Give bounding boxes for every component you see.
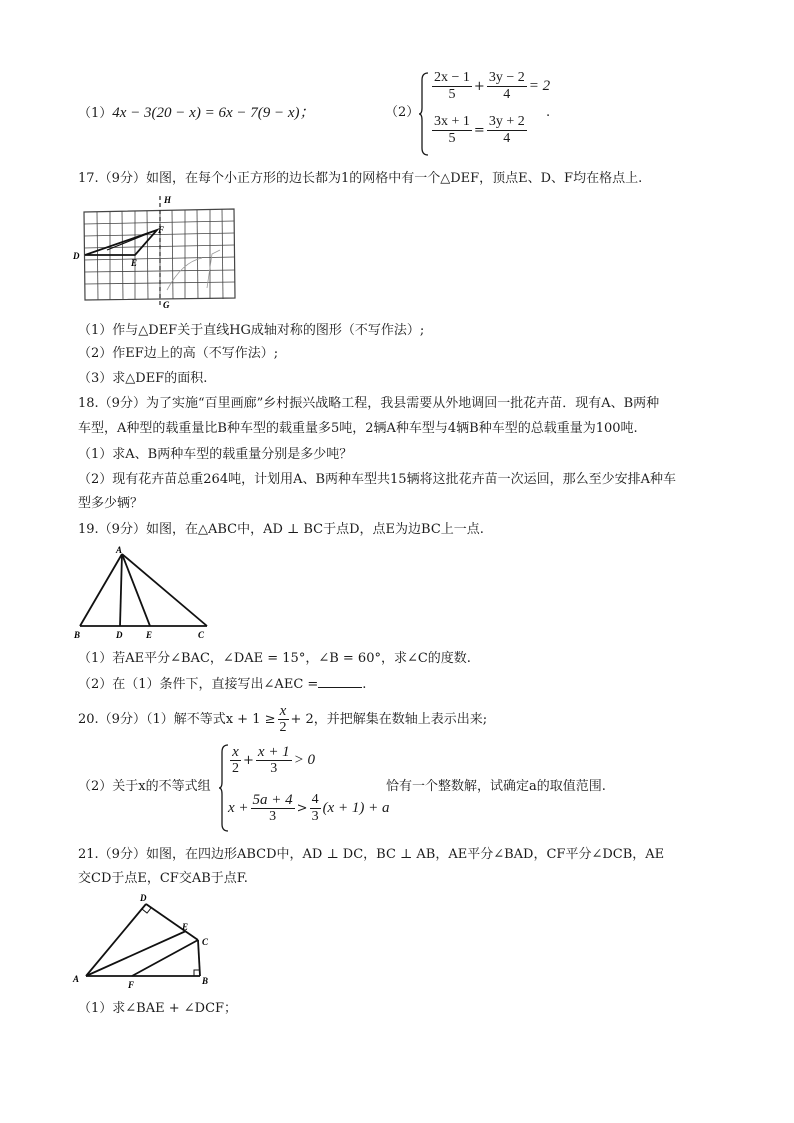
- label-b: B: [202, 976, 209, 986]
- label-e: E: [182, 922, 189, 932]
- q17-sub1: （1）作与△DEF关于直线HG成轴对称的图形（不写作法）;: [78, 323, 425, 338]
- q20-sub2-tail: 恰有一个整数解，试确定a的取值范围.: [386, 779, 606, 794]
- q21-stem-line2: 交CD于点E，CF交AB于点F.: [78, 871, 248, 886]
- label-d: D: [116, 630, 123, 640]
- label-e: E: [131, 258, 138, 268]
- quadrilateral-abcd: [86, 904, 200, 976]
- q17-sub3: （3）求△DEF的面积.: [78, 371, 208, 386]
- q19-sub2: （2）在（1）条件下，直接写出∠AEC = .: [78, 677, 367, 692]
- label-f: F: [128, 980, 135, 990]
- q18-sub1: （1）求A、B两种车型的载重量分别是多少吨？: [78, 447, 353, 462]
- q16-equation-system: [418, 70, 558, 156]
- answer-blank: [318, 675, 362, 688]
- q19-triangle-figure: [72, 544, 222, 640]
- q18-sub2-line1: （2）现有花卉苗总重264吨，计划用A、B两种车型共15辆将这批花卉苗一次运回，那么至少安排A种车: [78, 472, 676, 487]
- q20-sub1: 20.（9分）（1）解不等式x + 1 ≥ $\frac{x}{2}$ + 2，并把解集在数轴上表示出来;: [78, 703, 488, 735]
- q18-sub2-line2: 型多少辆？: [78, 496, 144, 511]
- q16-row1: $\frac{2x - 1}{5}$ + $\frac{3y - 2}{4}$ = 2: [434, 70, 551, 102]
- label-a: A: [73, 974, 80, 984]
- q16-part1: （1）4x − 3(20 − x) = 6x − 7(9 − x)；: [78, 105, 315, 121]
- label-d: D: [140, 893, 147, 903]
- left-brace-icon: [418, 72, 430, 156]
- q20-inequality-system: [218, 744, 398, 834]
- label-e: E: [146, 630, 153, 640]
- label-c: C: [202, 937, 209, 947]
- q20-sub2-label: （2）关于x的不等式组: [78, 779, 211, 794]
- q20-row1: $\frac{x}{2}$ + $\frac{x + 1}{3}$ > 0: [232, 744, 316, 776]
- q21-stem-line1: 21.（9分）如图，在四边形ABCD中，AD ⊥ DC，BC ⊥ AB，AE平分∠BAD，CF平分∠DCB，AE: [78, 847, 665, 862]
- q19-sub1: （1）若AE平分∠BAC，∠DAE = 15°，∠B = 60°，求∠C的度数.: [78, 651, 471, 666]
- q20-row2: x + $\frac{5a + 4}{3}$ > $\frac{4}{3}$ (x + 1) + a: [228, 792, 390, 824]
- q18-stem-line1: 18.（9分）为了实施“百里画廊”乡村振兴战略工程，我县需要从外地调回一批花卉苗．现有A、B两种: [78, 396, 660, 411]
- label-b: B: [74, 630, 81, 640]
- label-d: D: [73, 251, 80, 261]
- label-g: G: [163, 300, 170, 310]
- q16-row2: $\frac{3x + 1}{5}$ = $\frac{3y + 2}{4}$: [434, 114, 525, 146]
- q17-sub2: （2）作EF边上的高（不写作法）;: [78, 346, 279, 361]
- q17-stem: 17.（9分）如图，在每个小正方形的边长都为1的网格中有一个△DEF，顶点E、D、F均在格点上.: [78, 171, 643, 186]
- q18-stem-line2: 车型，A种型的载重量比B种车型的载重量多5吨，2辆A种车型与4辆B种车型的总载重量为100吨.: [78, 421, 638, 436]
- label-h: H: [164, 195, 172, 205]
- label-c: C: [198, 630, 205, 640]
- q17-grid-figure: [72, 192, 242, 310]
- q21-sub1: （1）求∠BAE + ∠DCF；: [78, 1001, 238, 1016]
- q16-part2-label: （2）: [385, 105, 420, 120]
- q19-stem: 19.（9分）如图，在△ABC中，AD ⊥ BC于点D，点E为边BC上一点.: [78, 522, 484, 537]
- q21-quadrilateral-figure: [70, 890, 220, 992]
- label-a: A: [116, 545, 123, 555]
- label-f: F: [158, 225, 165, 235]
- triangle-abc: [80, 554, 207, 626]
- q16-end-period: .: [546, 105, 551, 120]
